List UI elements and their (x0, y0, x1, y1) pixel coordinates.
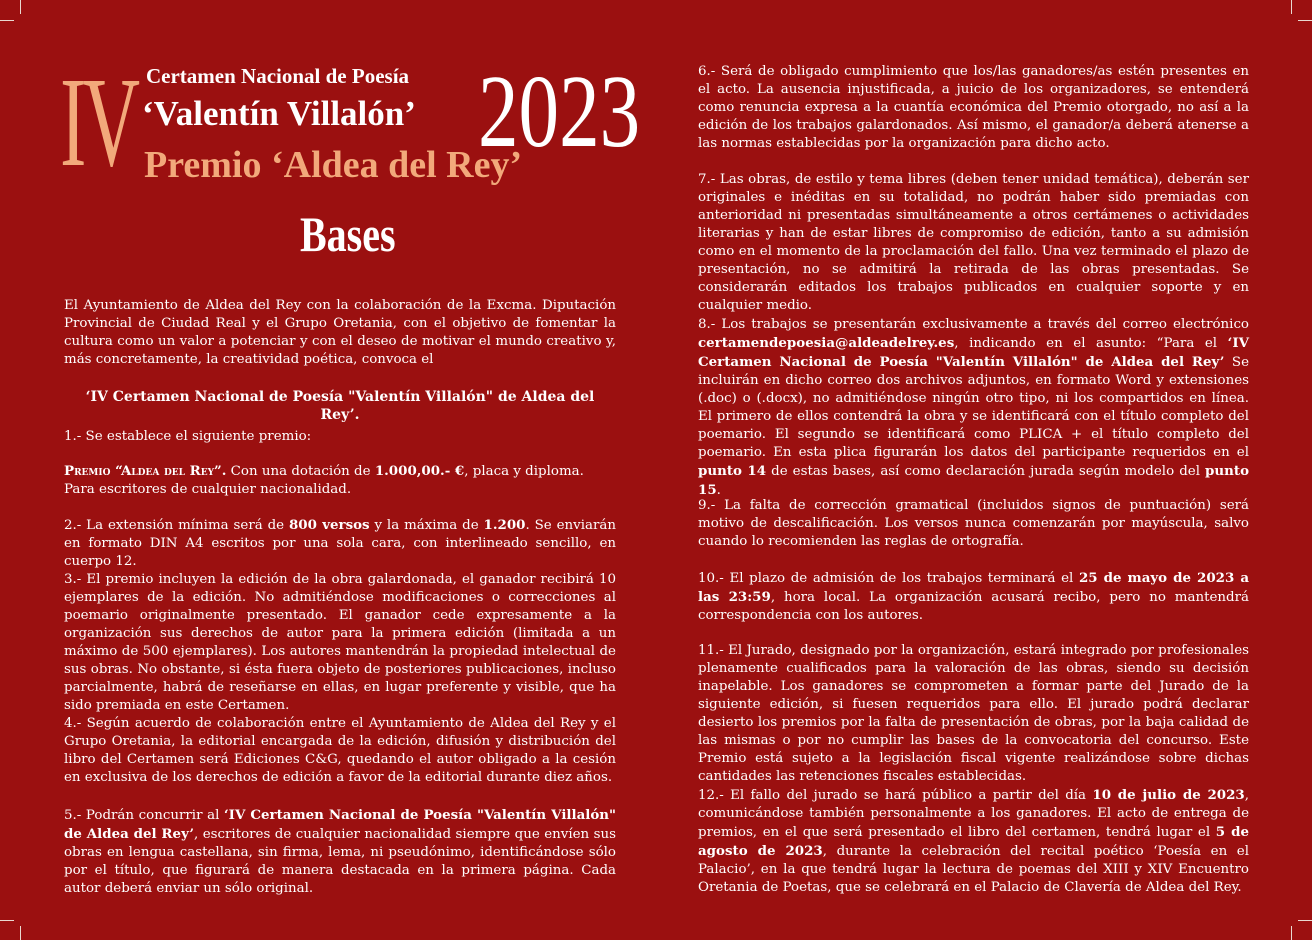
prize-text: , placa y diploma. (464, 464, 584, 479)
contest-title (64, 388, 616, 424)
rule-12-text: , comunicándose también personalmente a los ganadores. El acto de entrega de premios, en el que será presentado el libro del certamen, tendrá lugar el (698, 788, 1249, 840)
rule-7-text: 7.- Las obras, de estilo y tema libres (deben tener unidad temática), deberán ser originales e inéditas en su totalidad, no podrán haber sido premiadas con anterioridad ni presentadas simultáneamente a otros certámenes o actividades literarias y han de estar libres de compromiso de edición, tanto a su admisión como en el momento de la proclamación del fallo. Una vez terminado el plazo de presentación, no se admitirá la retirada de las obras presentadas. Se considerarán editados los trabajos publicados en cualquier soporte y en cualquier medio. (698, 172, 1249, 313)
verdict-date: 10 de julio de 2023 (1092, 787, 1245, 803)
contest-name-bold: ‘IV Certamen Nacional de Poesía "Valentín Villalón" de Aldea del Rey’ (698, 335, 1249, 370)
rule-1 (64, 428, 616, 446)
rule-10-text: 10.- El plazo de admisión de los trabajos terminará el (698, 571, 1079, 586)
rule-1-text: 1.- Se establece el siguiente premio: (64, 429, 312, 444)
intro-paragraph: El Ayuntamiento de Aldea del Rey con la colaboración de la Excma. Diputación Provincial de Ciudad Real y el Grupo Oretania, con el objetivo de fomentar la cultura como un valor a potenciar y con el deseo de motivar el mundo creativo y, más concretamente, la creatividad poética, convoca el (64, 298, 616, 367)
prize-name: Premio “Aldea del Rey”. (64, 463, 227, 479)
rule-5-text: , escritores de cualquier nacionalidad siempre que envíen sus obras en lengua castellana, sin firma, lema, ni pseudónimo, identificándose sólo por el título, que figurará de manera destacada en la primera página. Cada autor deberá enviar un sólo original. (64, 827, 616, 896)
left-column (64, 297, 616, 369)
poet-name-title: ‘Valentín Villalón’ (142, 94, 416, 133)
rule-8-text: Se incluirán en dicho correo dos archivos adjuntos, en formato Word y extensiones (.doc) o (.docx), no admitiéndose ningún otro tipo, ni los compartidos en línea. El primero de ellos contendrá la obra y se identificará con el título completo del poemario. El segundo se identificará como PLICA + el título completo del poemario. En esta plica figurarán los datos del participante requeridos en el (698, 355, 1250, 460)
rule-5-text: 5.- Podrán concurrir al (64, 808, 225, 823)
contest-title-text: ‘IV Certamen Nacional de Poesía "Valentín Villalón" de Aldea del Rey’. (85, 389, 595, 423)
rule-10-text: , hora local. La organización acusará recibo, pero no mantendrá correspondencia con los autores. (698, 590, 1249, 623)
rule-9-text: 9.- La falta de corrección gramatical (incluidos signos de puntuación) será motivo de descalificación. Los versos nunca comenzarán por mayúscula, salvo cuando lo recomienden las reglas de ortografía. (698, 498, 1249, 549)
crop-mark (20, 926, 21, 940)
rule-8-text: . (716, 483, 721, 498)
rule-8-text: 8.- Los trabajos se presentarán exclusivamente a través del correo electrónico (698, 317, 1249, 332)
crop-mark (1291, 0, 1292, 14)
prize-amount: 1.000,00.- € (374, 463, 465, 479)
crop-mark (0, 920, 14, 921)
crop-mark (20, 0, 21, 14)
contest-name-bold: ‘IV Certamen Nacional de Poesía "Valentín Villalón" de Aldea del Rey’ (64, 807, 616, 842)
min-verses: 800 versos (288, 517, 370, 533)
rule-5 (64, 806, 616, 898)
rule-10 (698, 569, 1249, 625)
certamen-title: Certamen Nacional de Poesía (146, 64, 410, 88)
rule-3-text: 3.- El premio incluyen la edición de la obra galardonada, el ganador recibirá 10 ejemplares de la edición. No admitiéndose modificaciones o correcciones al poemario originalmente presentado. El ganador cede expresamente a la organización sus derechos de autor para la primera edición (limitada a un máximo de 500 ejemplares). Los autores mantendrán la propiedad intelectual de sus obras. No obstante, si ésta fuera objeto de posteriores publicaciones, incluso parcialmente, habrá de reseñarse en ellas, en lugar preferente y visible, que ha sido premiada en este Certamen. (64, 572, 616, 713)
rule-11-text: 11.- El Jurado, designado por la organización, estará integrado por profesionales plenamente cualificados para la valoración de las obras, siendo su decisión inapelable. Los ganadores se comprometen a formar parte del Jurado de la siguiente edición, si fuesen requeridos para ello. El jurado podrá declarar desierto los premios por la falta de presentación de obras, por la baja calidad de las mismas o por no cumplir las bases de la convocatoria del concurso. Este Premio está sujeto a la legislación fiscal vigente realizándose sobre dichas cantidades las retenciones fiscales establecidas. (698, 643, 1249, 784)
rule-12 (698, 786, 1249, 897)
crop-mark (1298, 920, 1312, 921)
deadline: 25 de mayo de 2023 a las 23:59 (698, 570, 1249, 605)
rule-11 (698, 642, 1249, 786)
rule-12-text: , durante la celebración del recital poético ‘Poesía en el Palacio’, en la que tendrá lugar la lectura de poemas del XIII y XIV Encuentro Oretania de Poetas, que se celebrará en el Palacio de Clavería de Aldea del Rey. (698, 844, 1249, 895)
point-15-ref: punto 15 (698, 463, 1249, 498)
crop-mark (0, 20, 14, 21)
rule-8-text: , indicando en el asunto: “Para el (954, 336, 1228, 351)
submission-email: certamendepoesia@aldeadelrey.es (698, 335, 955, 351)
rule-6 (698, 63, 1249, 153)
rule-2-text: 2.- La extensión mínima será de (64, 518, 289, 533)
prize-title: Premio ‘Aldea del Rey’ (144, 144, 523, 186)
prize-description (64, 462, 616, 499)
rule-7 (698, 171, 1249, 315)
max-verses: 1.200 (483, 517, 526, 533)
rule-8 (698, 316, 1249, 500)
prize-eligibility: Para escritores de cualquier nacionalidad. (64, 482, 352, 497)
rule-2-text: y la máxima de (369, 518, 484, 533)
edition-year: 2023 (478, 54, 641, 169)
rule-2-text: . Se enviarán en formato DIN A4 escritos por una sola cara, con interlineado sencillo, en cuerpo 12. (64, 518, 616, 569)
rule-6-text: 6.- Será de obligado cumplimiento que los/las ganadores/as estén presentes en el acto. La ausencia injustificada, a juicio de los organizadores, se entenderá como renuncia expresa a la cuantía económica del Premio otorgado, no así a la edición de los trabajos galardonados. Así mismo, el ganador/a deberá atenerse a las normas establecidas por la organización para dicho acto. (698, 64, 1249, 151)
rule-4-text: 4.- Según acuerdo de colaboración entre el Ayuntamiento de Aldea del Rey y el Grupo Oretania, la editorial encargada de la edición, difusión y distribución del libro del Certamen será Ediciones C&G, quedando el autor obligado a la cesión en exclusiva de los derechos de edición a favor de la editorial durante diez años. (64, 716, 616, 785)
rule-8-text: de estas bases, así como declaración jurada según modelo del (766, 464, 1206, 479)
rule-3 (64, 571, 616, 715)
award-date: 5 de agosto de 2023 (698, 824, 1249, 859)
crop-mark (1291, 926, 1292, 940)
rule-2 (64, 516, 616, 571)
poster-header (60, 51, 641, 268)
rule-12-text: 12.- El fallo del jurado se hará público a partir del día (698, 788, 1093, 803)
prize-text: Con una dotación de (226, 464, 375, 479)
bases-heading: Bases (300, 206, 396, 262)
point-14-ref: punto 14 (698, 463, 767, 479)
crop-mark (1298, 20, 1312, 21)
edition-roman-numeral: IV (60, 51, 137, 193)
rule-4 (64, 715, 616, 787)
rule-9 (698, 497, 1249, 551)
